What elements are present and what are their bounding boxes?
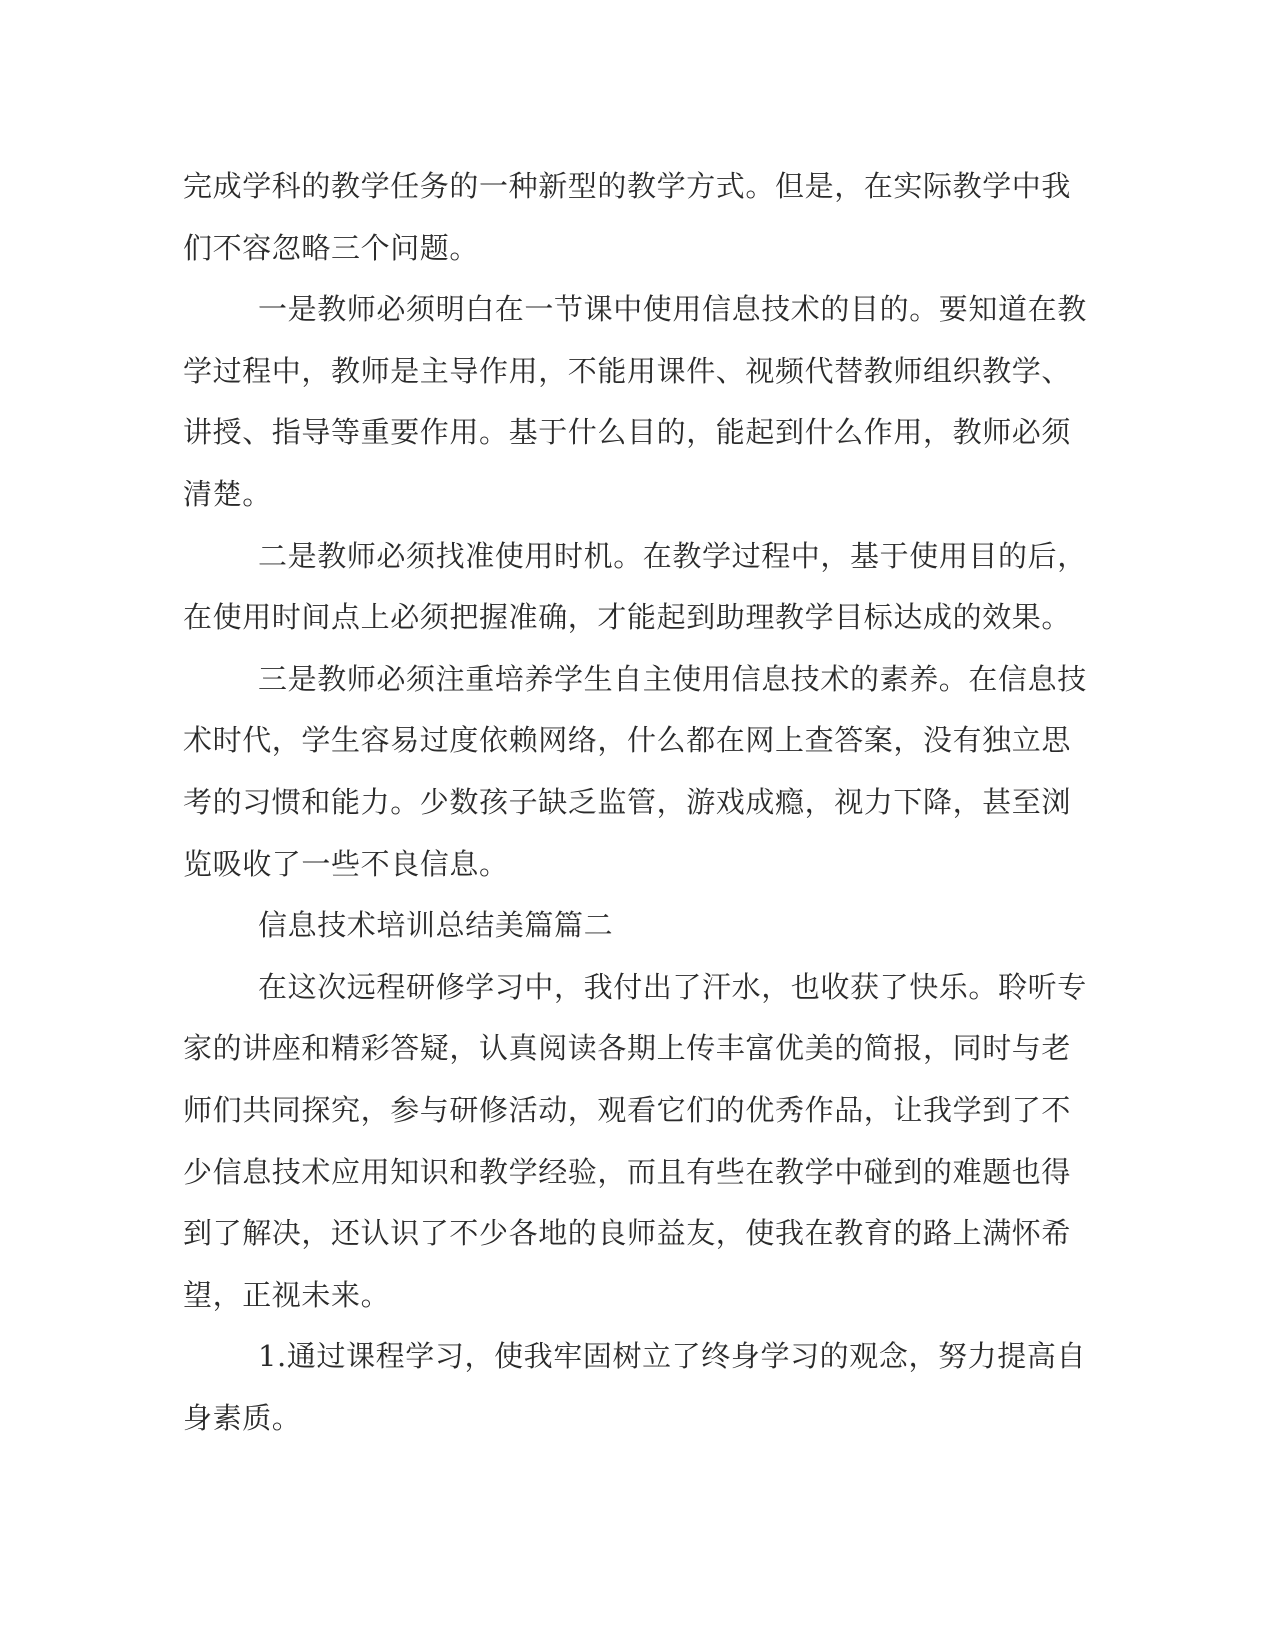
text-line: 学过程中，教师是主导作用，不能用课件、视频代替教师组织教学、 [183,353,1072,388]
text-line: 一是教师必须明白在一节课中使用信息技术的目的。要知道在教 [258,292,1087,327]
text-line: 望，正视未来。 [183,1277,391,1312]
text-line: 考的习惯和能力。少数孩子缺乏监管，游戏成瘾，视力下降，甚至浏 [183,784,1072,819]
text-line: 少信息技术应用知识和教学经验，而且有些在教学中碰到的难题也得 [183,1154,1072,1189]
text-line: 师们共同探究，参与研修活动，观看它们的优秀作品，让我学到了不 [183,1092,1072,1127]
text-line: 在使用时间点上必须把握准确，才能起到助理教学目标达成的效果。 [183,600,1072,635]
paragraph [183,279,1087,525]
text-line: 家的讲座和精彩答疑，认真阅读各期上传丰富优美的简报，同时与老 [183,1031,1072,1066]
paragraph [183,1326,1087,1449]
paragraph [183,957,1087,1327]
text-line: 览吸收了一些不良信息。 [183,846,509,881]
text-line: 身素质。 [183,1400,302,1435]
paragraph [183,156,1073,279]
text-line: 完成学科的教学任务的一种新型的教学方式。但是，在实际教学中我 [183,169,1072,203]
text-line: 到了解决，还认识了不少各地的良师益友，使我在教育的路上满怀希 [183,1216,1072,1251]
paragraph [183,526,1087,649]
text-line: 们不容忽略三个问题。 [183,230,480,265]
text-line: 清楚。 [183,476,272,511]
text-content [183,156,1087,1449]
text-line: 1.通过课程学习，使我牢固树立了终身学习的观念，努力提高自 [258,1339,1087,1374]
paragraph [183,895,1073,957]
text-line: 术时代，学生容易过度依赖网络，什么都在网上查答案，没有独立思 [183,723,1072,758]
text-line: 三是教师必须注重培养学生自主使用信息技术的素养。在信息技 [258,661,1087,696]
text-line: 在这次远程研修学习中，我付出了汗水，也收获了快乐。聆听专 [258,969,1087,1004]
text-line: 信息技术培训总结美篇篇二 [258,908,614,943]
text-line: 讲授、指导等重要作用。基于什么目的，能起到什么作用，教师必须 [183,415,1072,450]
paragraph [183,649,1087,895]
text-line: 二是教师必须找准使用时机。在教学过程中，基于使用目的后， [258,538,1087,573]
